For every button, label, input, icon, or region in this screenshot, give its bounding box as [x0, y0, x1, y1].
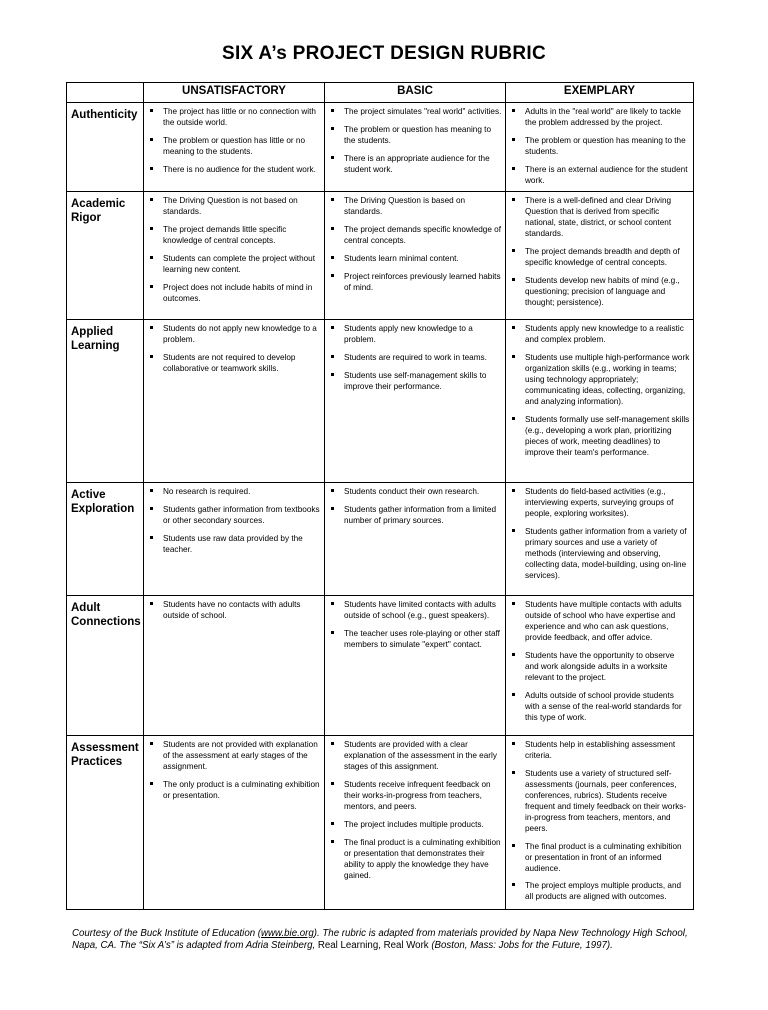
bullet-list [507, 104, 692, 190]
bullet-item: Students gather information from a limited number of primary sources. [329, 505, 502, 527]
bullet-item: Students have multiple contacts with adults outside of school who have expertise and experience and who can ask questions, provide feedback, and offer advice. [510, 600, 690, 644]
cell-basic [325, 320, 506, 483]
cell-unsatisfactory [144, 320, 325, 483]
cell-exemplary [506, 736, 694, 910]
bullet-list [145, 737, 323, 806]
bullet-item: The problem or question has meaning to the students. [510, 136, 690, 158]
bullet-item: Students develop new habits of mind (e.g., questioning; precision of language and thought; persistence). [510, 276, 690, 309]
bullet-item: Students are not provided with explanation of the assessment at early stages of the assignment. [148, 740, 321, 773]
bullet-item: There is an external audience for the student work. [510, 165, 690, 187]
bullet-item: Students gather information from textbooks or other secondary sources. [148, 505, 321, 527]
rubric-table [66, 82, 694, 910]
cell-basic [325, 596, 506, 736]
bullet-item: The project demands specific knowledge of central concepts. [329, 225, 502, 247]
bullet-item: Students use raw data provided by the teacher. [148, 534, 321, 556]
bullet-list [145, 321, 323, 379]
bullet-item: Students can complete the project without learning new content. [148, 254, 321, 276]
rubric-row [67, 192, 694, 320]
bullet-item: The Driving Question is not based on standards. [148, 196, 321, 218]
bullet-item: Students are not required to develop collaborative or teamwork skills. [148, 353, 321, 375]
bullet-list [507, 321, 692, 462]
footnote-part3: (Boston, Mass: Jobs for the Future, 1997). [428, 939, 613, 951]
bullet-list [326, 597, 504, 655]
bullet-item: There is an appropriate audience for the student work. [329, 154, 502, 176]
bullet-item: The problem or question has meaning to the students. [329, 125, 502, 147]
rubric-row [67, 596, 694, 736]
cell-unsatisfactory [144, 596, 325, 736]
header-corner [67, 83, 144, 103]
bullet-item: There is no audience for the student work. [148, 165, 321, 176]
bullet-item: The Driving Question is based on standards. [329, 196, 502, 218]
bullet-list [145, 104, 323, 180]
bullet-item: Students formally use self-management skills (e.g., developing a work plan, prioritizing pieces of work, meeting deadlines) to improve their team's performance. [510, 415, 690, 459]
bullet-item: Students apply new knowledge to a realistic and complex problem. [510, 324, 690, 346]
bullet-item: Students are required to work in teams. [329, 353, 502, 364]
bullet-item: The project demands breadth and depth of specific knowledge of central concepts. [510, 247, 690, 269]
bullet-item: The project demands little specific knowledge of central concepts. [148, 225, 321, 247]
header-exemplary: EXEMPLARY [506, 83, 694, 103]
criterion-label: Assessment Practices [67, 736, 144, 910]
bullet-list [145, 484, 323, 560]
bullet-list [326, 484, 504, 531]
header-row [67, 83, 694, 103]
bullet-item: Students learn minimal content. [329, 254, 502, 265]
footnote-part1: Courtesy of the Buck Institute of Education ( [72, 927, 262, 939]
bullet-item: Students help in establishing assessment criteria. [510, 740, 690, 762]
criterion-label: Authenticity [67, 103, 144, 192]
criterion-label: Adult Connections [67, 596, 144, 736]
criterion-label: Applied Learning [67, 320, 144, 483]
header-unsatisfactory: UNSATISFACTORY [144, 83, 325, 103]
bullet-item: Students gather information from a variety of primary sources and use a variety of methods (interviewing and observing, collecting data, model-building, using on-line services). [510, 527, 690, 582]
bullet-item: Students receive infrequent feedback on their works-in-progress from teachers, mentors, and peers. [329, 780, 502, 813]
cell-unsatisfactory [144, 736, 325, 910]
cell-basic [325, 736, 506, 910]
bullet-item: The only product is a culminating exhibition or presentation. [148, 780, 321, 802]
bullet-list [507, 597, 692, 727]
bullet-list [507, 737, 692, 907]
bullet-item: Students use a variety of structured self-assessments (journals, peer conferences, conferences, rubrics). Students receive frequent and timely feedback on their works-in-progress from teachers, mentors, and peers. [510, 769, 690, 834]
bullet-item: The project simulates "real world" activities. [329, 107, 502, 118]
bullet-item: The final product is a culminating exhibition or presentation in front of an informed audience. [510, 842, 690, 875]
cell-exemplary [506, 103, 694, 192]
rubric-row [67, 320, 694, 483]
criterion-label: Active Exploration [67, 483, 144, 596]
bullet-item: Students do not apply new knowledge to a problem. [148, 324, 321, 346]
footnote [72, 928, 692, 952]
bullet-item: Students conduct their own research. [329, 487, 502, 498]
bullet-list [145, 193, 323, 308]
cell-unsatisfactory [144, 192, 325, 320]
bullet-item: No research is required. [148, 487, 321, 498]
cell-basic [325, 483, 506, 596]
bullet-item: Project reinforces previously learned habits of mind. [329, 272, 502, 294]
bullet-item: Students use self-management skills to improve their performance. [329, 371, 502, 393]
bullet-item: Adults in the "real world" are likely to tackle the problem addressed by the project. [510, 107, 690, 129]
cell-exemplary [506, 320, 694, 483]
bullet-item: The project has little or no connection with the outside world. [148, 107, 321, 129]
criterion-label: Academic Rigor [67, 192, 144, 320]
bullet-list [326, 321, 504, 397]
header-basic: BASIC [325, 83, 506, 103]
rubric-row [67, 483, 694, 596]
bullet-item: There is a well-defined and clear Driving Question that is derived from specific national, state, district, or school content standards. [510, 196, 690, 240]
bullet-item: The project employs multiple products, and all products are aligned with outcomes. [510, 881, 690, 903]
bullet-list [507, 193, 692, 312]
page-title: SIX A’s PROJECT DESIGN RUBRIC [221, 43, 547, 64]
cell-unsatisfactory [144, 103, 325, 192]
bullet-item: Students have limited contacts with adults outside of school (e.g., guest speakers). [329, 600, 502, 622]
cell-basic [325, 192, 506, 320]
footnote-part2: ). The rubric is adapted from materials provided by Napa New Technology High School, Napa, CA. The “Six A’s” is adapted from Adria Steinberg, [72, 927, 688, 951]
bullet-item: Students apply new knowledge to a problem. [329, 324, 502, 346]
bullet-item: Adults outside of school provide students with a sense of the real-world standards for this type of work. [510, 691, 690, 724]
bullet-list [326, 737, 504, 885]
footnote-book: Real Learning, Real Work [317, 939, 429, 951]
cell-exemplary [506, 483, 694, 596]
bullet-list [326, 193, 504, 297]
bullet-item: Students use multiple high-performance work organization skills (e.g., working in teams; using technology appropriately; communicating ideas, collecting, organizing, and analyzing information). [510, 353, 690, 408]
cell-exemplary [506, 596, 694, 736]
bullet-item: Students have no contacts with adults outside of school. [148, 600, 321, 622]
bullet-item: Students have the opportunity to observe and work alongside adults in a worksite relevant to the project. [510, 651, 690, 684]
bullet-list [145, 597, 323, 626]
bullet-item: The teacher uses role-playing or other staff members to simulate "expert" contact. [329, 629, 502, 651]
footnote-link[interactable]: www.bie.org [261, 927, 314, 939]
cell-exemplary [506, 192, 694, 320]
bullet-item: The project includes multiple products. [329, 820, 502, 831]
bullet-item: Students do field-based activities (e.g., interviewing experts, surveying groups of people, exploring worksites). [510, 487, 690, 520]
rubric-row [67, 103, 694, 192]
bullet-item: The final product is a culminating exhibition or presentation that demonstrates their ability to apply the knowledge they have gained. [329, 838, 502, 882]
bullet-item: The problem or question has little or no meaning to the students. [148, 136, 321, 158]
bullet-list [326, 104, 504, 180]
bullet-list [507, 484, 692, 585]
rubric-row [67, 736, 694, 910]
cell-unsatisfactory [144, 483, 325, 596]
cell-basic [325, 103, 506, 192]
bullet-item: Students are provided with a clear explanation of the assessment in the early stages of this assignment. [329, 740, 502, 773]
bullet-item: Project does not include habits of mind in outcomes. [148, 283, 321, 305]
